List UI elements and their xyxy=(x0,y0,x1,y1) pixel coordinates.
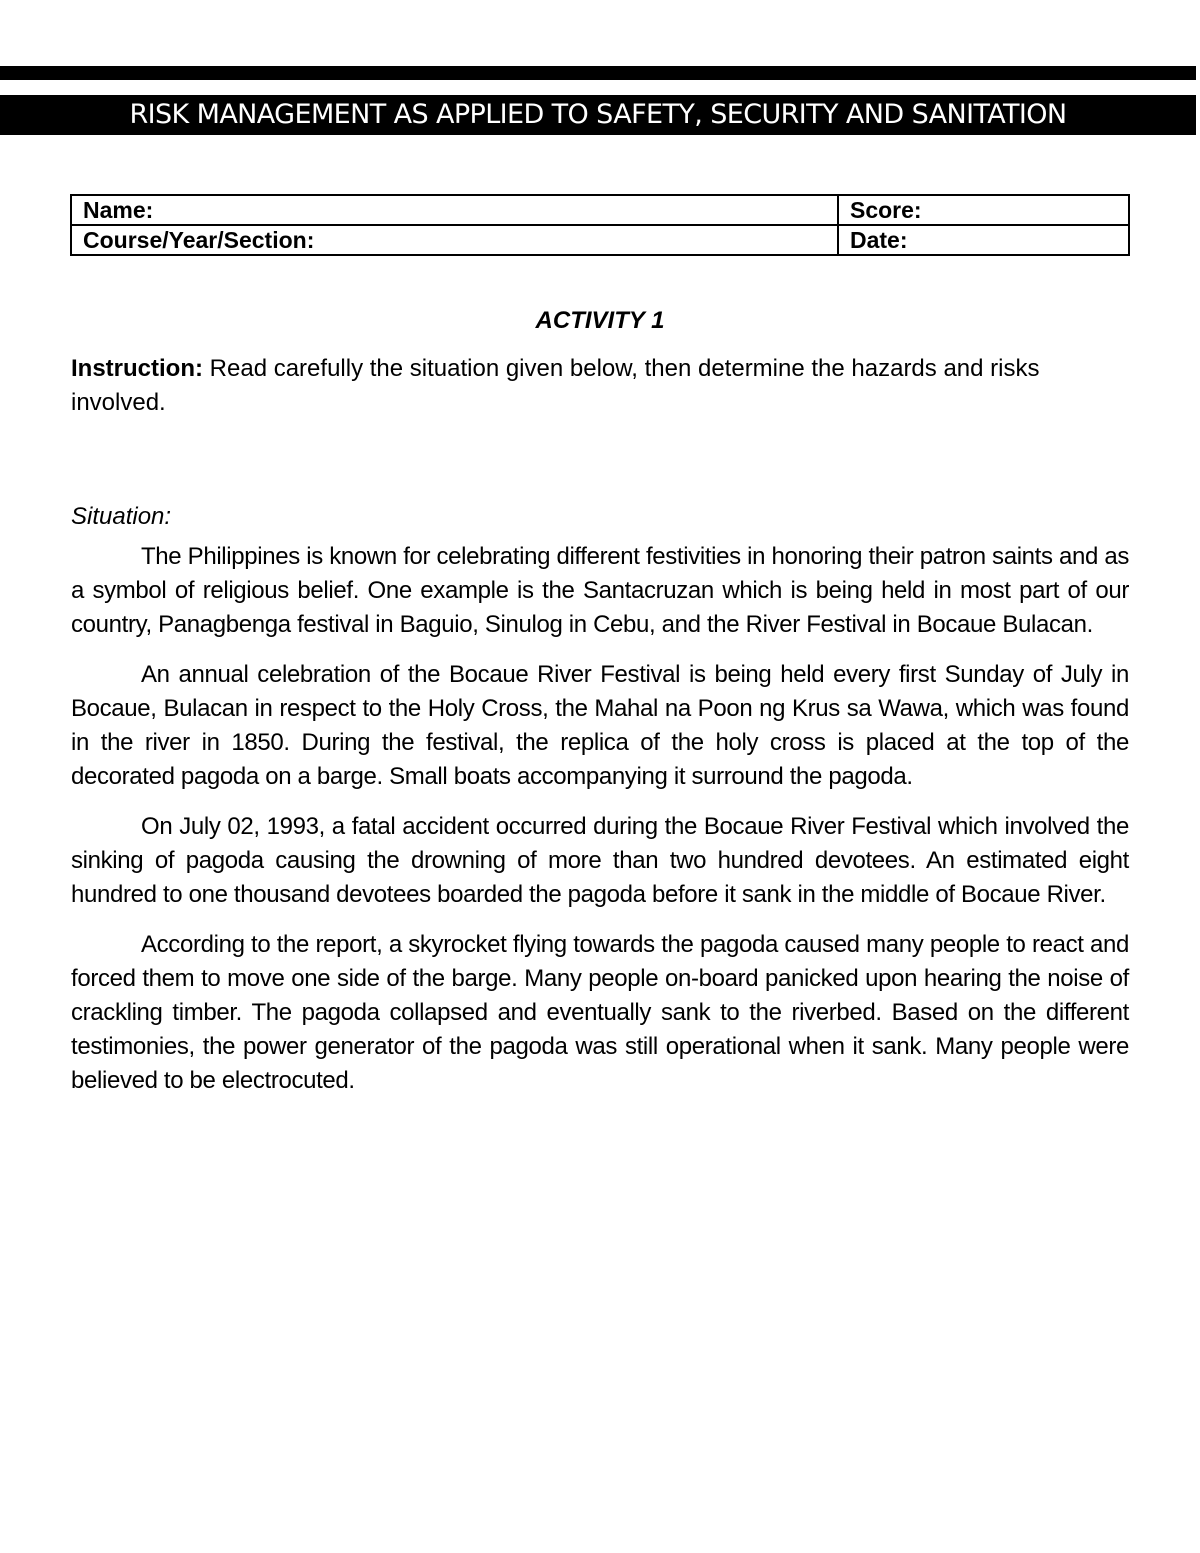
name-field[interactable]: Name: xyxy=(71,195,838,225)
table-row xyxy=(71,195,1129,225)
document-title: RISK MANAGEMENT AS APPLIED TO SAFETY, SECURITY AND SANITATION xyxy=(129,99,1067,130)
date-field[interactable]: Date: xyxy=(838,225,1129,255)
course-year-section-field[interactable]: Course/Year/Section: xyxy=(71,225,838,255)
activity-title: ACTIVITY 1 xyxy=(535,307,665,334)
activity-content xyxy=(71,352,1129,1098)
instruction xyxy=(71,352,1129,420)
instruction-label: Instruction: xyxy=(71,355,203,382)
situation-paragraph: On July 02, 1993, a fatal accident occurred during the Bocaue River Festival which involved the sinking of pagoda causing the drowning of more than two hundred devotees. An estimated eight hundred to one thousand devotees boarded the pagoda before it sank in the middle of Bocaue River. xyxy=(71,813,1129,908)
top-rule xyxy=(0,66,1196,80)
situation-paragraph: An annual celebration of the Bocaue River Festival is being held every first Sunday of July in Bocaue, Bulacan in respect to the Holy Cross, the Mahal na Poon ng Krus sa Wawa, which was found in the river in 1850. During the festival, the replica of the holy cross is placed at the top of the decorated pagoda on a barge. Small boats accompanying it surround the pagoda. xyxy=(71,661,1129,790)
instruction-text: Read carefully the situation given below, then determine the hazards and risks involved. xyxy=(71,355,1040,416)
score-field[interactable]: Score: xyxy=(838,195,1129,225)
table-row xyxy=(71,225,1129,255)
situation-label: Situation: xyxy=(71,503,172,530)
title-bar xyxy=(0,95,1196,135)
situation-paragraph: The Philippines is known for celebrating different festivities in honoring their patron saints and as a symbol of religious belief. One example is the Santacruzan which is being held in most part of our country, Panagbenga festival in Baguio, Sinulog in Cebu, and the River Festival in Bocaue Bulacan. xyxy=(71,543,1129,638)
student-info-table xyxy=(70,194,1130,256)
situation-paragraph: According to the report, a skyrocket flying towards the pagoda caused many people to react and forced them to move one side of the barge. Many people on-board panicked upon hearing the noise of crackling timber. The pagoda collapsed and eventually sank to the riverbed. Based on the different testimonies, the power generator of the pagoda was still operational when it sank. Many people were believed to be electrocuted. xyxy=(71,931,1129,1094)
